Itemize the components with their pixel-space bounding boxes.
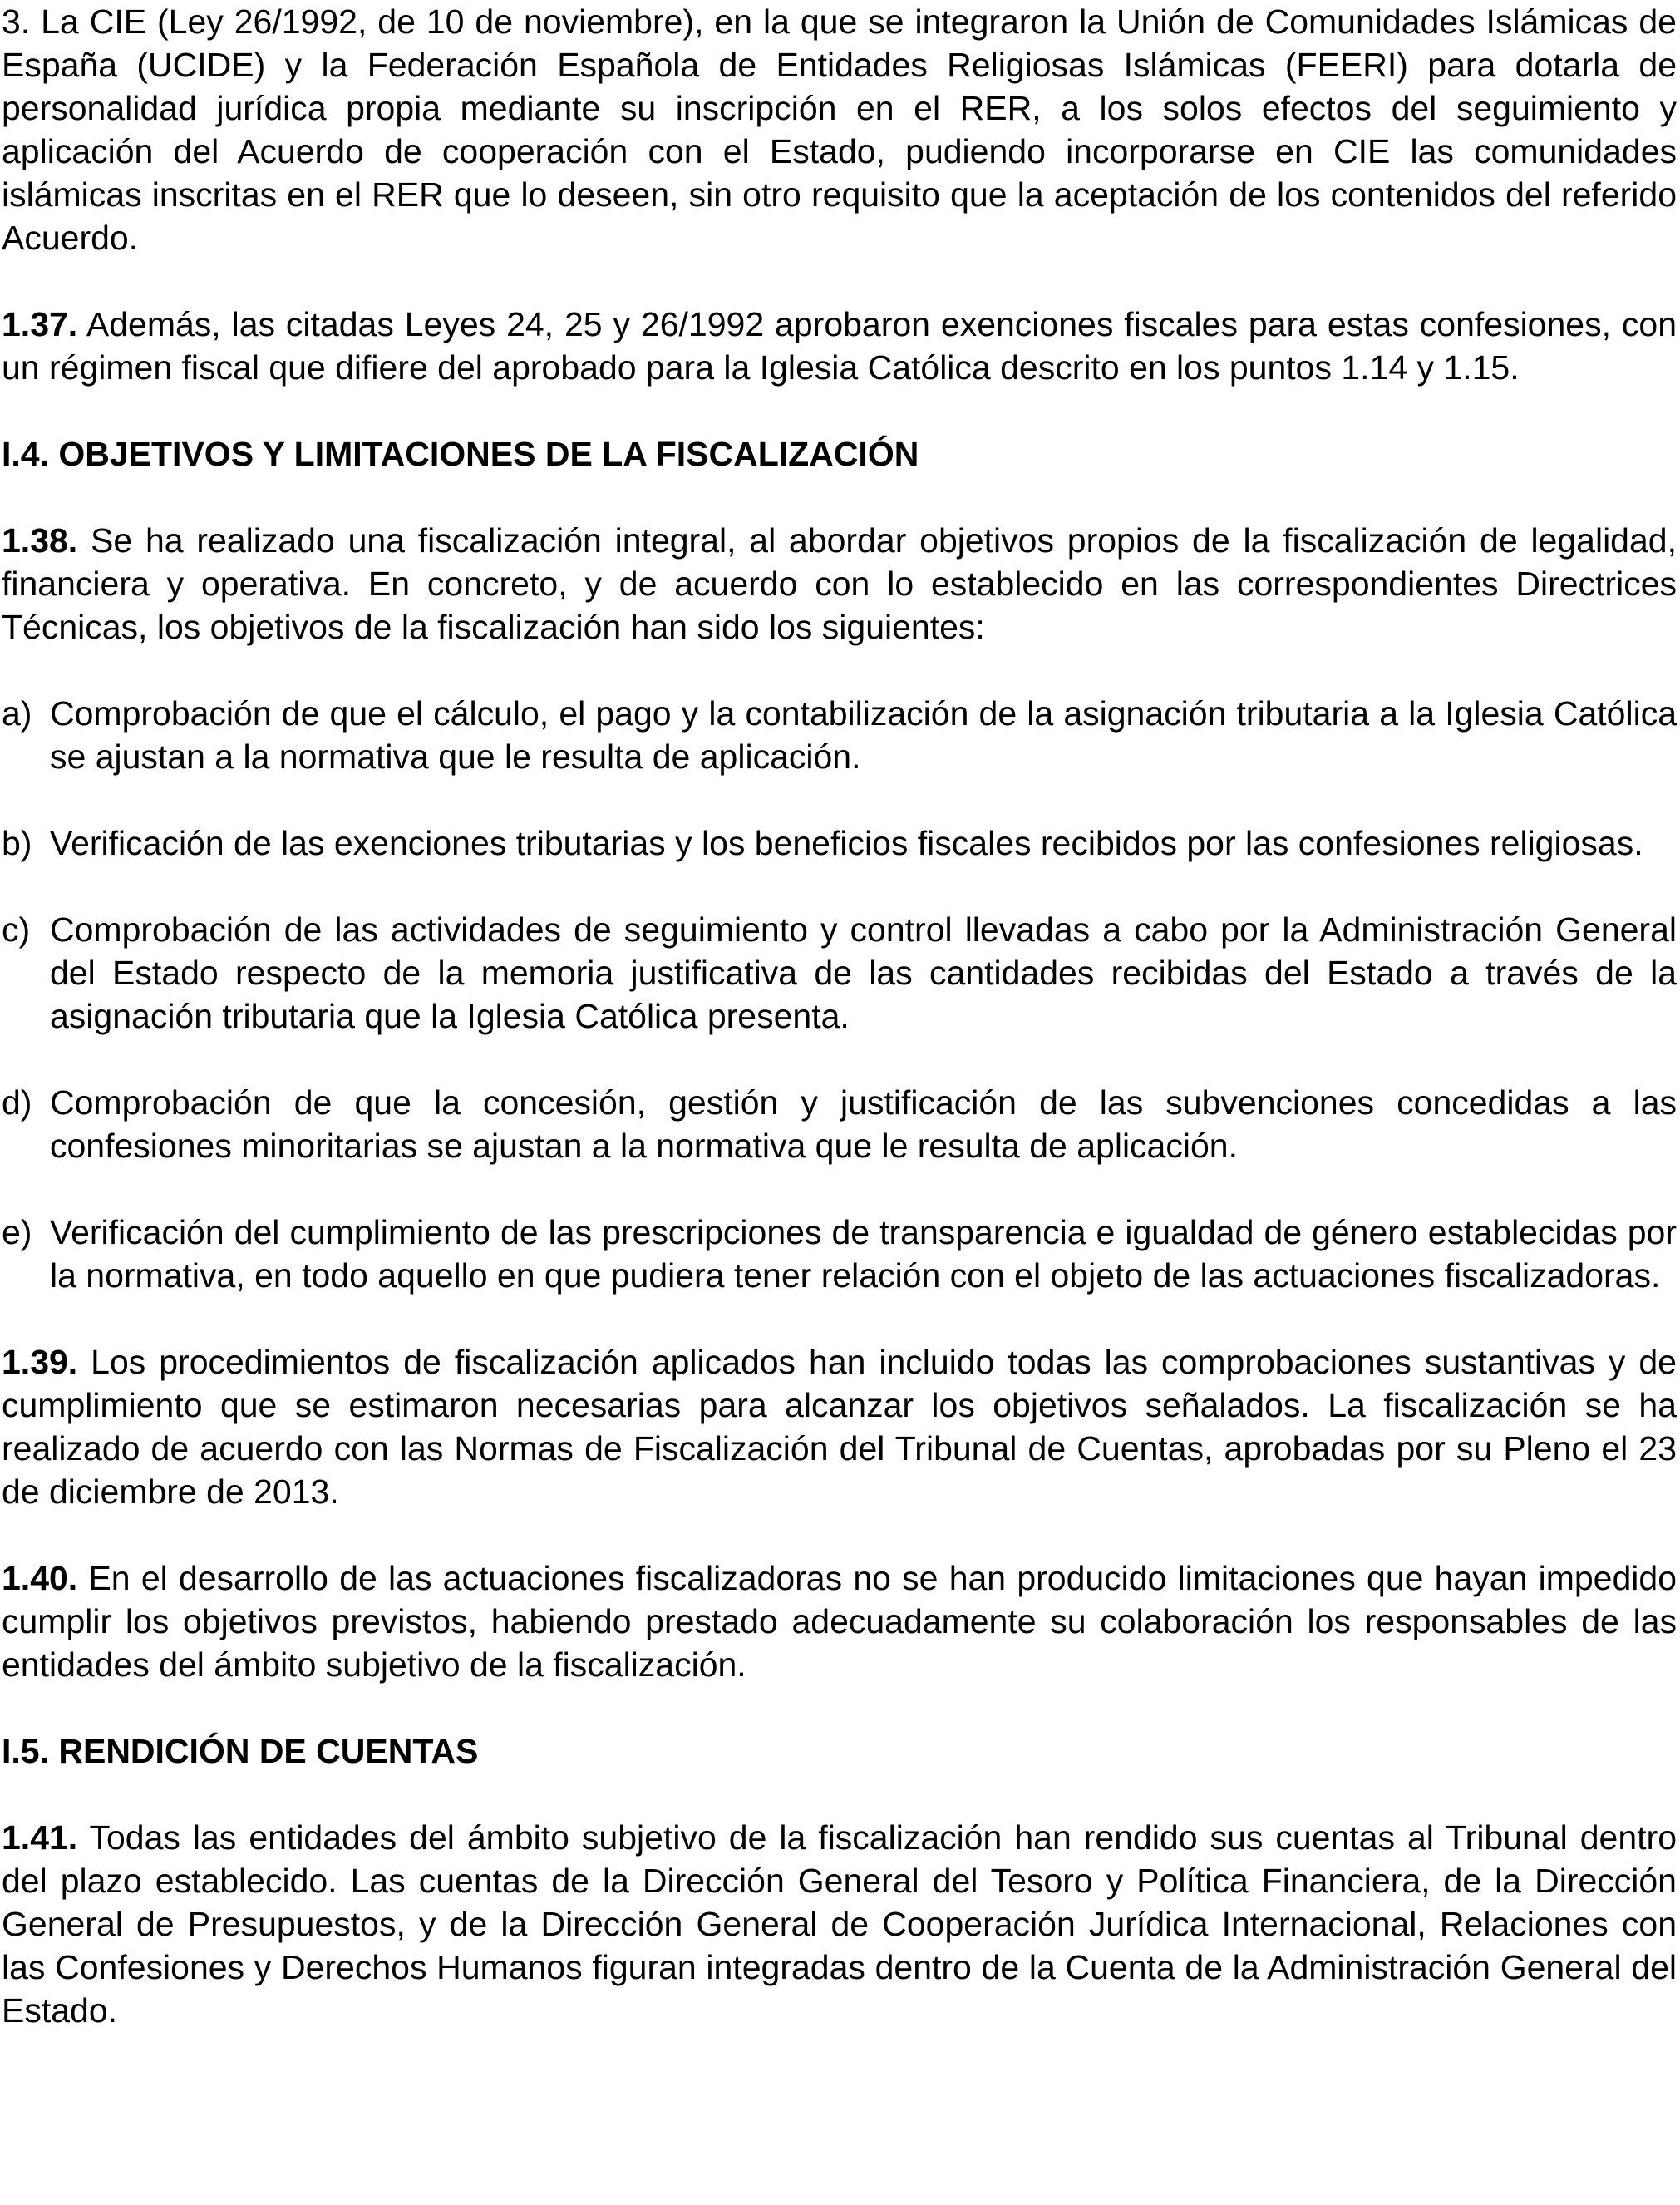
list-item — [2, 1081, 1677, 1167]
paragraph-number: 1.40. — [2, 1559, 78, 1597]
paragraph-text: Los procedimientos de fiscalización aplicados han incluido todas las comprobaciones sustantivas y de cumplimiento que se estimaron necesarias para alcanzar los objetivos señalados. La fiscalización se ha realizado de acuerdo con las Normas de Fiscalización del Tribunal de Cuentas, aprobadas por su Pleno el 23 de diciembre de 2013. — [2, 1343, 1677, 1511]
paragraph-number: 1.39. — [2, 1343, 78, 1381]
list-marker: d) — [2, 1083, 32, 1122]
list-item — [2, 1211, 1677, 1297]
list-item-text: Verificación del cumplimiento de las prescripciones de transparencia e igualdad de género establecidas por la normativa, en todo aquello en que pudiera tener relación con el objeto de las actuaciones fiscalizadoras. — [50, 1213, 1677, 1295]
list-item — [2, 908, 1677, 1038]
paragraph-text: Todas las entidades del ámbito subjetivo de la fiscalización han rendido sus cuentas al Tribunal dentro del plazo establecido. Las cuentas de la Dirección General del Tesoro y Política Financiera, de la Dirección General de Presupuestos, y de la Dirección General de Cooperación Jurídica Internacional, Relaciones con las Confesiones y Derechos Humanos figuran integradas dentro de la Cuenta de la Administración General del Estado. — [2, 1818, 1678, 2030]
paragraph-text: Se ha realizado una fiscalización integral, al abordar objetivos propios de la fiscalización de legalidad, financiera y operativa. En concreto, y de acuerdo con lo establecido en las correspondientes Directrices Técnicas, los objetivos de la fiscalización han sido los siguientes: — [2, 521, 1677, 646]
list-marker: c) — [2, 910, 31, 949]
paragraph-1-40 — [2, 1556, 1677, 1686]
paragraph-number: 1.37. — [2, 305, 78, 343]
paragraph-1-41 — [2, 1816, 1677, 2032]
intro-paragraph-text: 3. La CIE (Ley 26/1992, de 10 de noviembre), en la que se integraron la Unión de Comunidades Islámicas de España (UCIDE) y la Federación Española de Entidades Religiosas Islámicas (FEERI) para dotarla de personalidad jurídica propia mediante su inscripción en el RER, a los solos efectos del seguimiento y aplicación del Acuerdo de cooperación con el Estado, pudiendo incorporarse en CIE las comunidades islámicas inscritas en el RER que lo deseen, sin otro requisito que la aceptación de los contenidos del referido Acuerdo. — [2, 2, 1677, 257]
intro-paragraph — [2, 0, 1677, 259]
paragraph-1-37 — [2, 303, 1677, 389]
list-item — [2, 821, 1677, 865]
paragraph-number: 1.38. — [2, 521, 78, 560]
list-item-text: Comprobación de que la concesión, gestión y justificación de las subvenciones concedidas a las confesiones minoritarias se ajustan a la normativa que le resulta de aplicación. — [50, 1083, 1677, 1165]
list-item-text: Comprobación de que el cálculo, el pago y la contabilización de la asignación tributaria a la Iglesia Católica se ajustan a la normativa que le resulta de aplicación. — [50, 694, 1677, 776]
list-marker: e) — [2, 1213, 32, 1251]
paragraph-text: Además, las citadas Leyes 24, 25 y 26/1992 aprobaron exenciones fiscales para estas confesiones, con un régimen fiscal que difiere del aprobado para la Iglesia Católica descrito en los puntos 1.14 y 1.15. — [2, 305, 1677, 387]
objectives-list — [2, 692, 1677, 1297]
section-heading-objectives: I.4. OBJETIVOS Y LIMITACIONES DE LA FISCALIZACIÓN — [2, 435, 919, 473]
list-item-text: Comprobación de las actividades de seguimiento y control llevadas a cabo por la Administración General del Estado respecto de la memoria justificativa de las cantidades recibidas del Estado a través de la asignación tributaria que la Iglesia Católica presenta. — [50, 910, 1677, 1035]
list-item — [2, 692, 1677, 778]
list-marker: b) — [2, 824, 32, 862]
list-marker: a) — [2, 694, 32, 733]
section-heading-rendicion: I.5. RENDICIÓN DE CUENTAS — [2, 1732, 479, 1770]
paragraph-1-38 — [2, 519, 1677, 649]
paragraph-1-39 — [2, 1340, 1677, 1513]
paragraph-number: 1.41. — [2, 1818, 78, 1857]
list-item-text: Verificación de las exenciones tributarias y los beneficios fiscales recibidos por las confesiones religiosas. — [50, 824, 1643, 862]
paragraph-text: En el desarrollo de las actuaciones fiscalizadoras no se han producido limitaciones que hayan impedido cumplir los objetivos previstos, habiendo prestado adecuadamente su colaboración los responsables de las entidades del ámbito subjetivo de la fiscalización. — [2, 1559, 1677, 1684]
